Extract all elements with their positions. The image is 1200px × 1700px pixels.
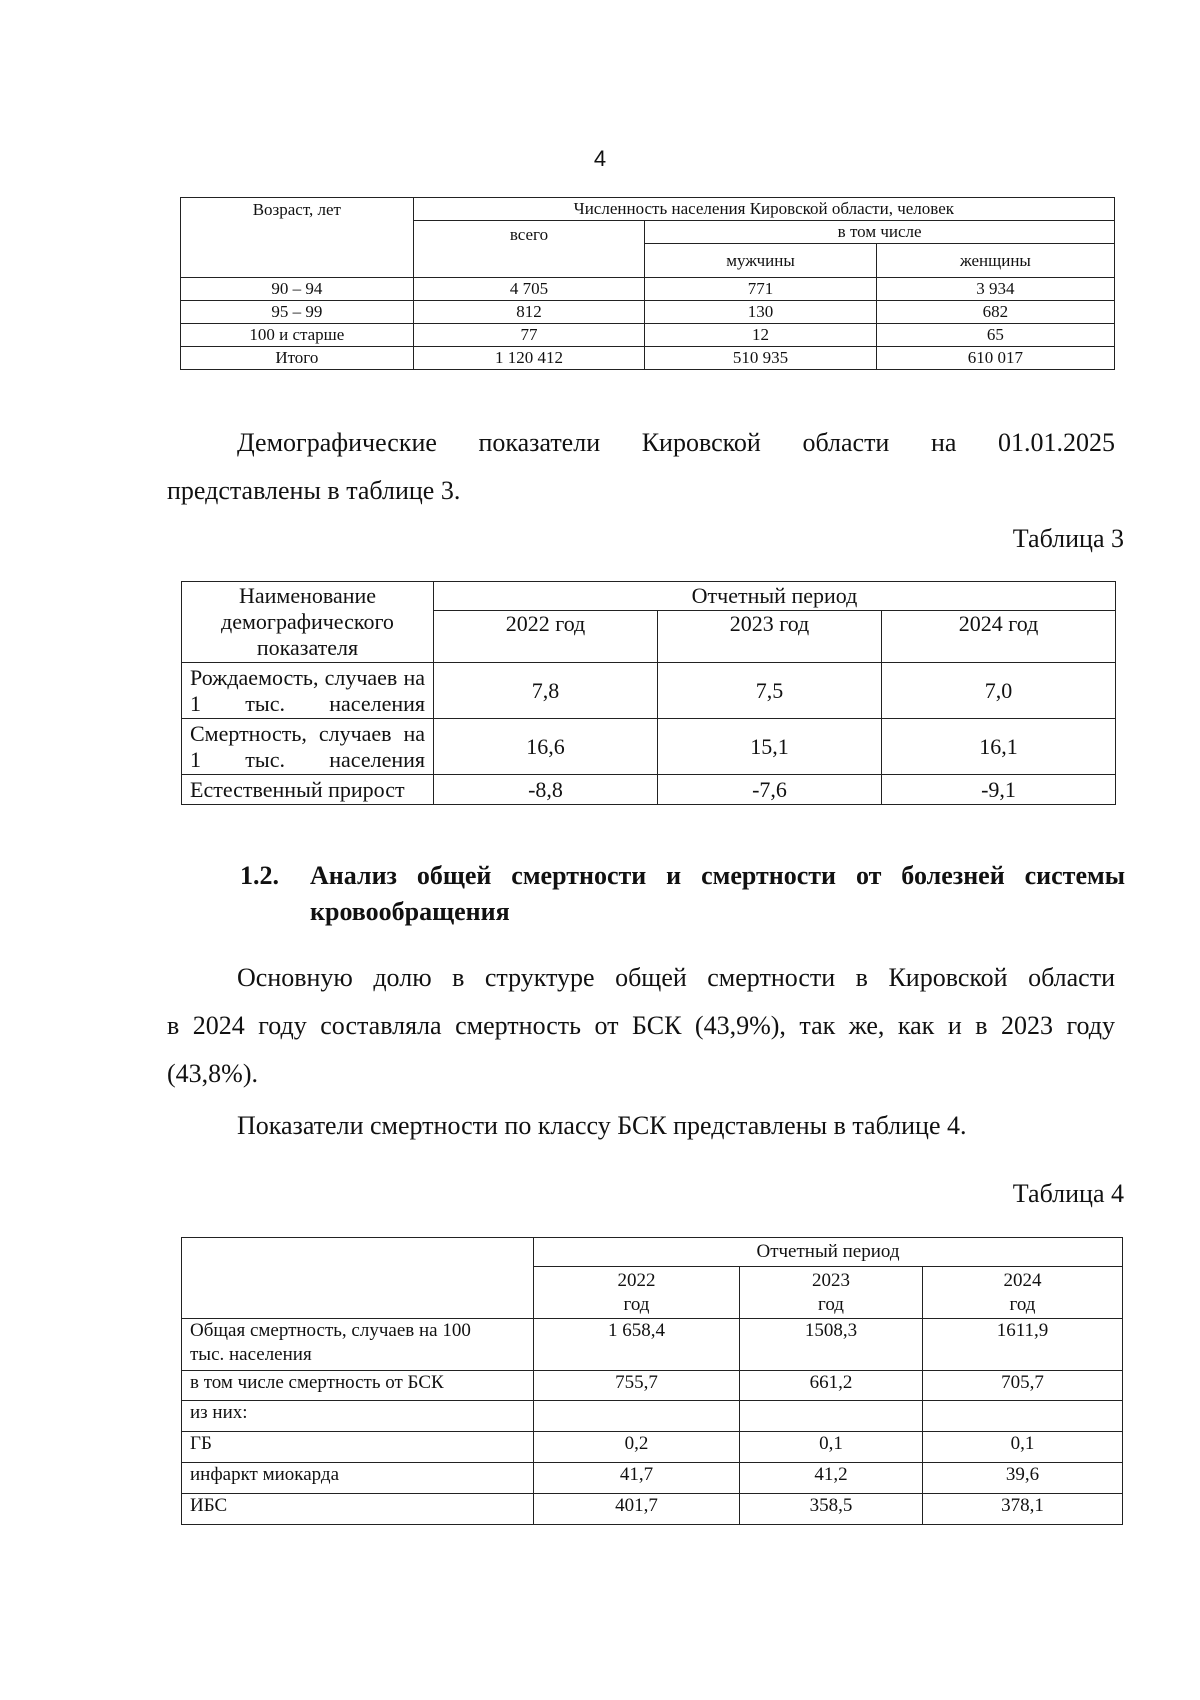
- year-header: 2024 год: [882, 611, 1116, 663]
- paragraph-1-line-1: Демографические показатели Кировской области на 01.01.2025: [237, 428, 1115, 457]
- table-3-caption: Таблица 3: [1012, 524, 1124, 553]
- value-cell: 1508,3: [740, 1319, 923, 1371]
- value-cell: 16,1: [882, 719, 1116, 775]
- value-cell: 7,0: [882, 663, 1116, 719]
- age-cell: 100 и старше: [181, 324, 414, 347]
- total-cell: 4 705: [413, 278, 645, 301]
- value-cell: [534, 1401, 740, 1432]
- period-header: Отчетный период: [534, 1238, 1123, 1267]
- age-cell: Итого: [181, 347, 414, 370]
- total-cell: 77: [413, 324, 645, 347]
- year-header: 2024 год: [923, 1267, 1123, 1319]
- row-label: ГБ: [182, 1432, 534, 1463]
- table-row: [182, 1401, 1123, 1432]
- age-cell: 90 – 94: [181, 278, 414, 301]
- value-cell: 705,7: [923, 1371, 1123, 1401]
- table-4-caption: Таблица 4: [1012, 1179, 1124, 1208]
- indicator-name-header: Наименование демографического показателя: [182, 582, 434, 663]
- men-header: мужчины: [645, 244, 877, 278]
- indicator-label: Смертность, случаев на 1 тыс. населения: [182, 719, 434, 775]
- period-header: Отчетный период: [434, 582, 1116, 611]
- paragraph-2-line-2: в 2024 году составляла смертность от БСК (43,9%), так же, как и в 2023 году: [167, 1011, 1115, 1040]
- value-cell: 0,2: [534, 1432, 740, 1463]
- population-table: [180, 197, 1115, 370]
- value-cell: 378,1: [923, 1494, 1123, 1525]
- table-row: [181, 278, 1115, 301]
- paragraph-1-line-2: представлены в таблице 3.: [167, 476, 461, 505]
- total-cell: 812: [413, 301, 645, 324]
- value-cell: 15,1: [658, 719, 882, 775]
- value-cell: -9,1: [882, 775, 1116, 805]
- value-cell: 0,1: [740, 1432, 923, 1463]
- table-row: [182, 1432, 1123, 1463]
- row-label: из них:: [182, 1401, 534, 1432]
- table-row: [182, 1371, 1123, 1401]
- value-cell: 0,1: [923, 1432, 1123, 1463]
- women-header: женщины: [876, 244, 1114, 278]
- value-cell: 39,6: [923, 1463, 1123, 1494]
- table-row: [182, 1319, 1123, 1371]
- value-cell: [740, 1401, 923, 1432]
- women-cell: 65: [876, 324, 1114, 347]
- women-cell: 610 017: [876, 347, 1114, 370]
- men-cell: 130: [645, 301, 877, 324]
- age-cell: 95 – 99: [181, 301, 414, 324]
- demographic-table: [181, 581, 1116, 805]
- paragraph-2-line-1: Основную долю в структуре общей смертности в Кировской области: [237, 963, 1115, 992]
- population-header: Численность населения Кировской области, человек: [413, 198, 1114, 221]
- value-cell: 358,5: [740, 1494, 923, 1525]
- paragraph-2-line-3: (43,8%).: [167, 1059, 258, 1088]
- year-header: 2023 год: [658, 611, 882, 663]
- total-cell: 1 120 412: [413, 347, 645, 370]
- women-cell: 3 934: [876, 278, 1114, 301]
- value-cell: 7,5: [658, 663, 882, 719]
- value-cell: 41,2: [740, 1463, 923, 1494]
- table-row: [182, 719, 1116, 775]
- value-cell: 401,7: [534, 1494, 740, 1525]
- page-number: 4: [593, 146, 607, 171]
- men-cell: 771: [645, 278, 877, 301]
- section-heading: [240, 858, 1125, 930]
- year-header: 2022 год: [434, 611, 658, 663]
- value-cell: 1611,9: [923, 1319, 1123, 1371]
- value-cell: 41,7: [534, 1463, 740, 1494]
- row-label: Общая смертность, случаев на 100 тыс. населения: [182, 1319, 534, 1371]
- table-row: [181, 324, 1115, 347]
- value-cell: 1 658,4: [534, 1319, 740, 1371]
- total-header: всего: [413, 221, 645, 278]
- incl-header: в том числе: [645, 221, 1115, 244]
- table-row: [182, 663, 1116, 719]
- row-label: в том числе смертность от БСК: [182, 1371, 534, 1401]
- year-header: 2023 год: [740, 1267, 923, 1319]
- value-cell: 755,7: [534, 1371, 740, 1401]
- value-cell: [923, 1401, 1123, 1432]
- men-cell: 510 935: [645, 347, 877, 370]
- age-header: Возраст, лет: [181, 198, 414, 278]
- table-row: [182, 1494, 1123, 1525]
- year-header: 2022 год: [534, 1267, 740, 1319]
- value-cell: -7,6: [658, 775, 882, 805]
- value-cell: 16,6: [434, 719, 658, 775]
- value-cell: 7,8: [434, 663, 658, 719]
- table-row: [182, 775, 1116, 805]
- row-label: ИБС: [182, 1494, 534, 1525]
- value-cell: -8,8: [434, 775, 658, 805]
- row-label: инфаркт миокарда: [182, 1463, 534, 1494]
- section-title: Анализ общей смертности и смертности от болезней системы кровообращения: [310, 861, 1125, 926]
- empty-header: [182, 1238, 534, 1319]
- table-row: [181, 347, 1115, 370]
- table-row: [182, 1463, 1123, 1494]
- indicator-label: Рождаемость, случаев на 1 тыс. населения: [182, 663, 434, 719]
- indicator-label: Естественный прирост: [182, 775, 434, 805]
- value-cell: 661,2: [740, 1371, 923, 1401]
- men-cell: 12: [645, 324, 877, 347]
- women-cell: 682: [876, 301, 1114, 324]
- section-number: 1.2.: [240, 861, 279, 890]
- paragraph-3: Показатели смертности по классу БСК представлены в таблице 4.: [237, 1111, 967, 1140]
- mortality-table: [181, 1237, 1123, 1525]
- table-row: [181, 301, 1115, 324]
